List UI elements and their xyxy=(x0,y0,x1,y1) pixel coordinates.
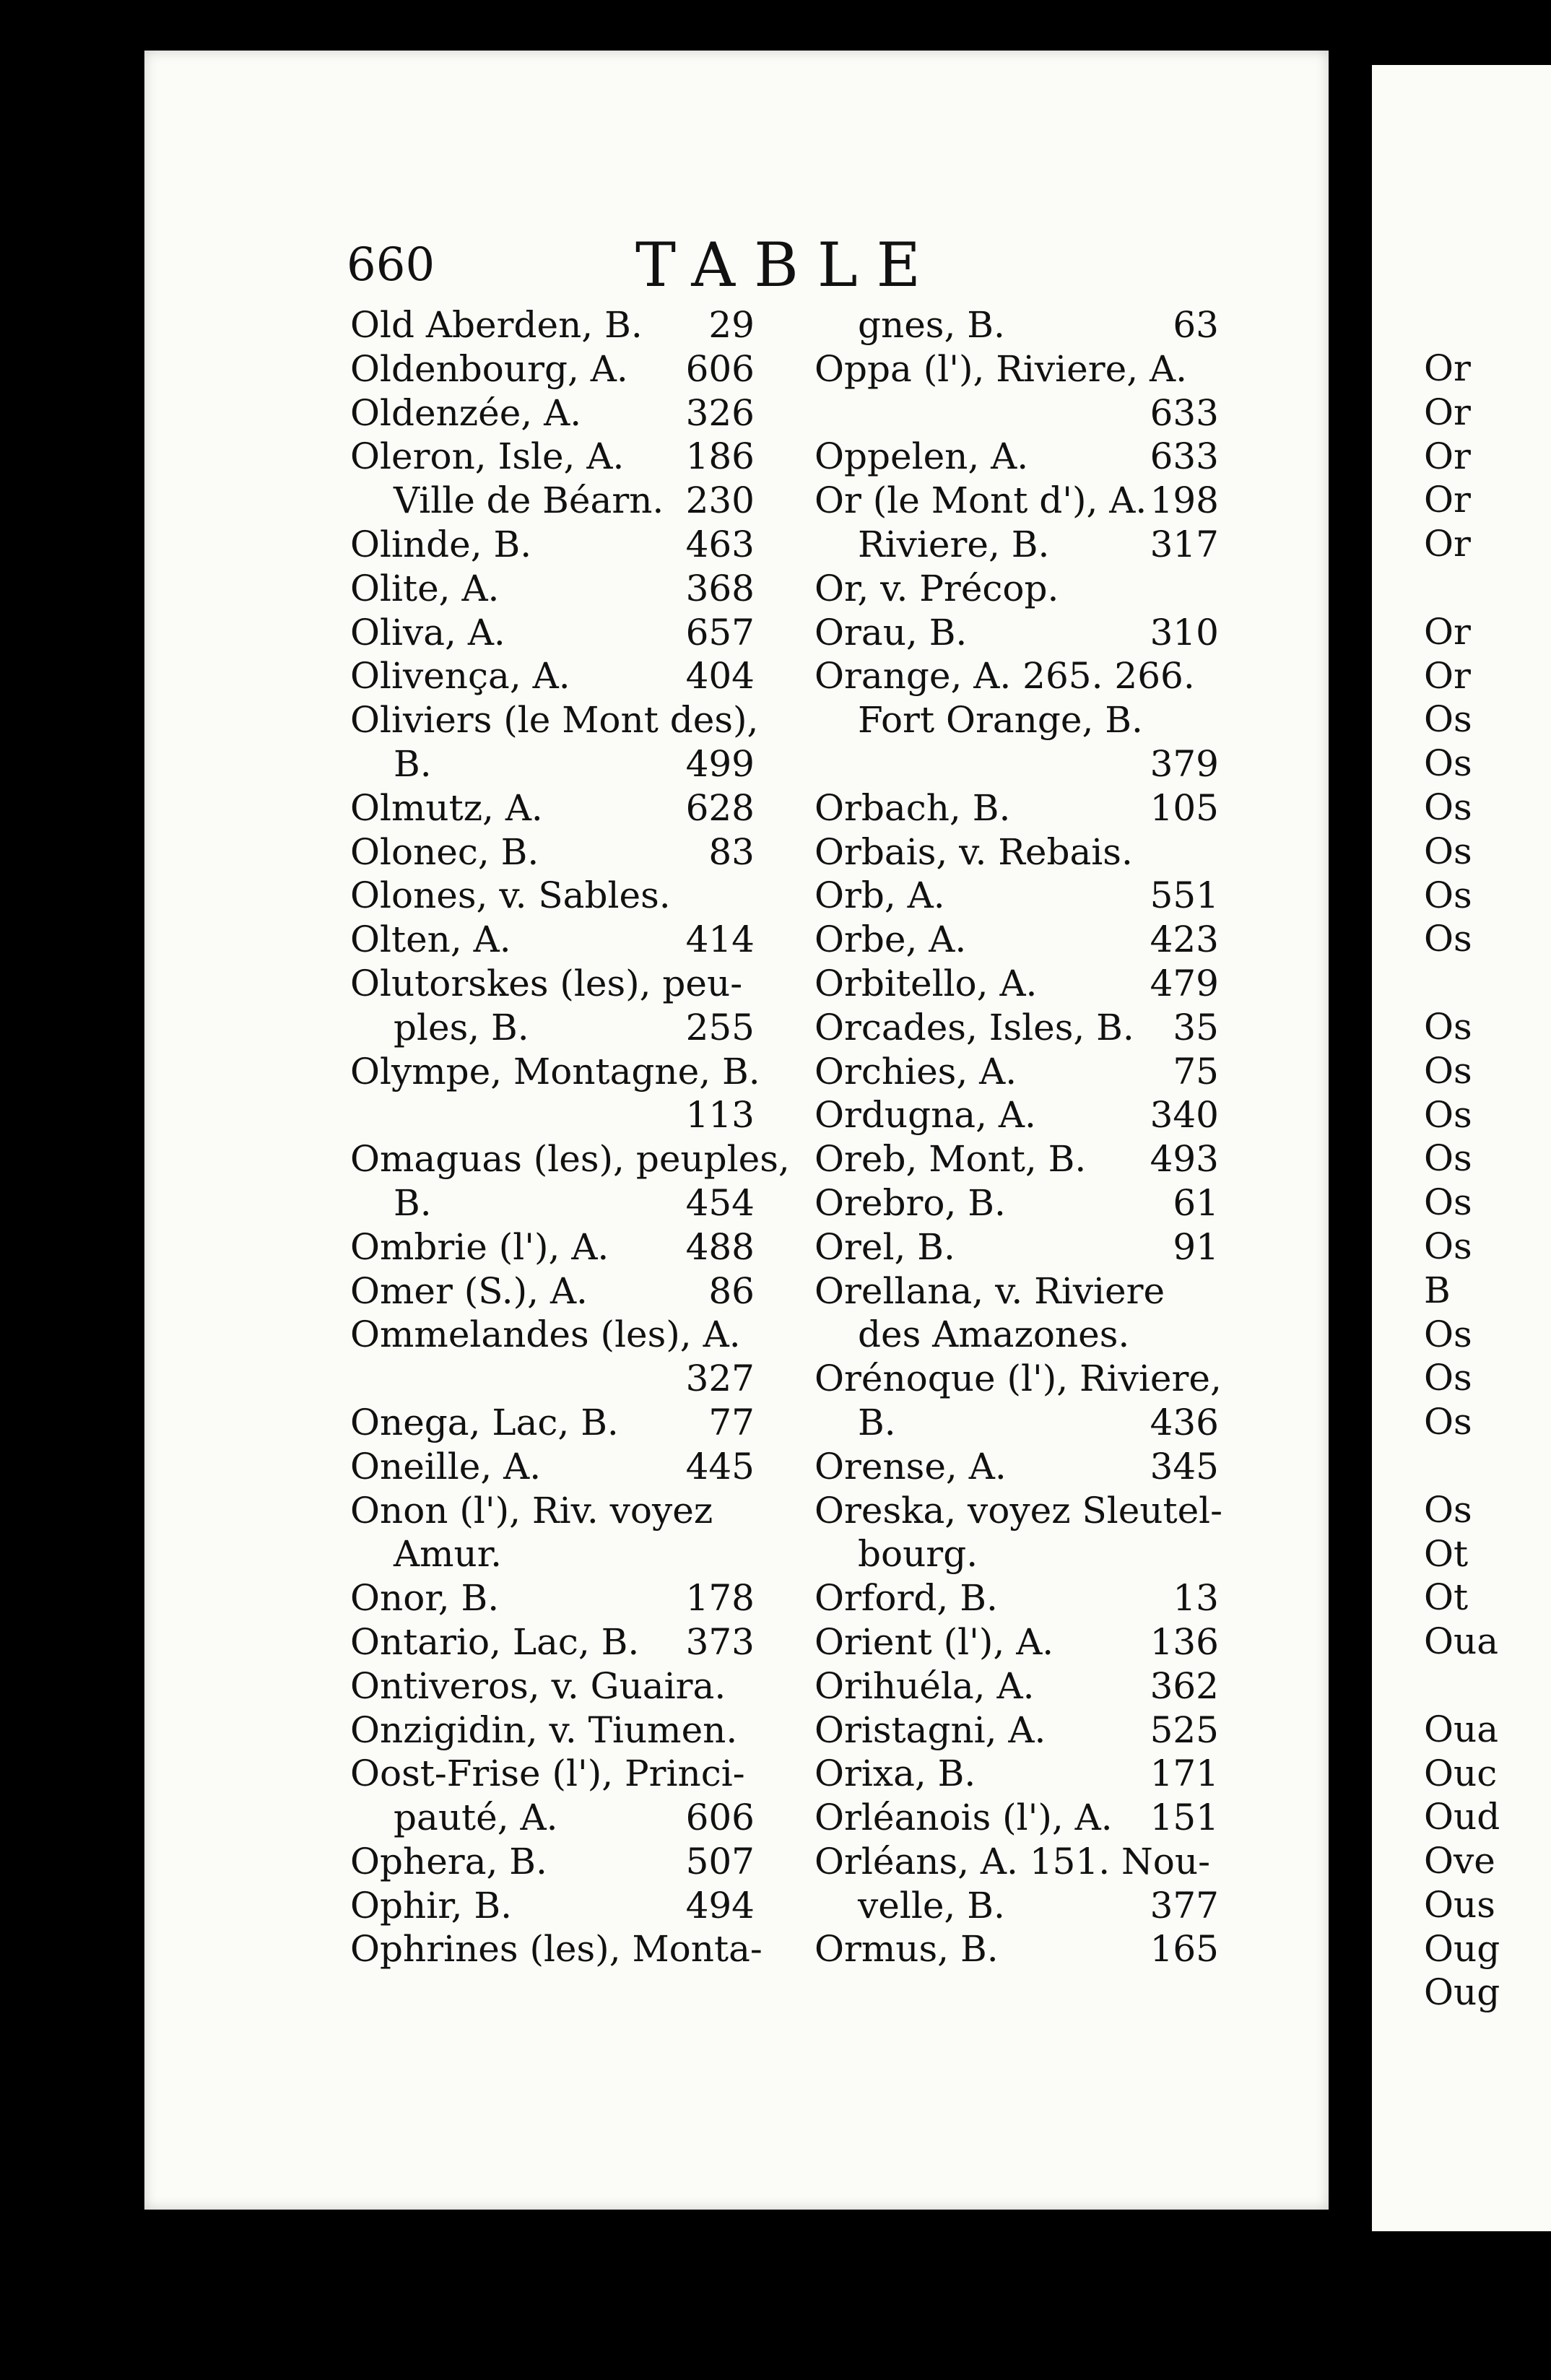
index-entry-text: Onor, B. xyxy=(350,1577,500,1620)
index-fragment: Or xyxy=(1424,435,1471,477)
right-page xyxy=(1372,65,1551,2231)
index-entry-page: 35 xyxy=(1173,1006,1219,1048)
index-fragment: Os xyxy=(1424,1005,1472,1048)
index-entry-page: 525 xyxy=(1150,1708,1219,1751)
index-entry xyxy=(814,1927,1219,1971)
index-entry-text: Ophrines (les), Monta- xyxy=(350,1928,763,1971)
index-entry xyxy=(814,1137,1219,1181)
index-entry-text: des Amazones. xyxy=(858,1313,1130,1356)
index-fragment xyxy=(1424,1664,1500,1708)
index-entry xyxy=(350,479,755,523)
index-entry-text: Ontario, Lac, B. xyxy=(350,1620,640,1663)
index-entry-text: Onon (l'), Riv. voyez xyxy=(350,1489,713,1532)
index-fragment: Os xyxy=(1424,1137,1472,1180)
index-fragment: Os xyxy=(1424,1488,1472,1531)
index-entry-page: 317 xyxy=(1150,523,1219,565)
index-entry xyxy=(814,698,1219,742)
index-entry-text: bourg. xyxy=(858,1533,978,1576)
index-entry xyxy=(350,1050,760,1094)
index-entry-text: Orcades, Isles, B. xyxy=(814,1006,1134,1048)
index-entry-page: 136 xyxy=(1150,1620,1219,1663)
index-entry xyxy=(350,1137,790,1181)
index-entry-page: 628 xyxy=(685,786,755,829)
index-entry-page: 63 xyxy=(1173,304,1219,346)
index-entry-page: 91 xyxy=(1173,1225,1219,1268)
index-entry-text: B. xyxy=(394,742,432,785)
index-entry-text: Or, v. Précop. xyxy=(814,567,1059,609)
index-fragment: Os xyxy=(1424,1225,1472,1267)
index-entry xyxy=(350,1093,755,1137)
index-entry-text: Orixa, B. xyxy=(814,1753,976,1795)
index-entry-text: Orbe, A. xyxy=(814,918,967,961)
index-entry xyxy=(350,391,755,435)
index-entry-text: Or (le Mont d'), A. xyxy=(814,479,1147,522)
index-entry xyxy=(350,654,755,698)
index-entry-page: 29 xyxy=(708,304,755,346)
index-entry-text: Olutorskes (les), peu- xyxy=(350,962,743,1004)
index-entry xyxy=(814,479,1219,523)
index-fragment: Oug xyxy=(1424,1971,1500,2014)
index-entry-text: Omaguas (les), peuples, xyxy=(350,1138,790,1181)
index-entry-text: Orebro, B. xyxy=(814,1181,1006,1224)
index-entry-text: velle, B. xyxy=(858,1884,1005,1927)
index-entry-text: Olones, v. Sables. xyxy=(350,874,671,917)
index-entry-text: Oneille, A. xyxy=(350,1445,542,1488)
index-entry-text: Oppelen, A. xyxy=(814,435,1029,478)
index-entry-page: 198 xyxy=(1150,479,1219,522)
index-entry-text: Ontiveros, v. Guaira. xyxy=(350,1664,726,1707)
index-entry-page: 373 xyxy=(685,1620,755,1663)
index-entry xyxy=(814,1006,1219,1050)
index-entry-page: 494 xyxy=(685,1884,755,1927)
index-entry xyxy=(814,1620,1219,1664)
index-entry xyxy=(350,1840,755,1884)
index-entry xyxy=(814,918,1219,962)
index-entry-text: Ormus, B. xyxy=(814,1928,999,1971)
index-entry xyxy=(814,1752,1219,1796)
index-entry-text: Orellana, v. Riviere xyxy=(814,1269,1165,1312)
index-entry xyxy=(814,1401,1219,1445)
index-entry-page: 77 xyxy=(708,1401,755,1443)
index-entry xyxy=(350,347,755,391)
index-entry xyxy=(350,742,755,786)
index-fragment: Os xyxy=(1424,1181,1472,1224)
index-entry-text: Ommelandes (les), A. xyxy=(350,1313,741,1356)
index-fragment: Os xyxy=(1424,874,1472,916)
index-entry-text: gnes, B. xyxy=(858,304,1005,346)
index-entry-text: Orbitello, A. xyxy=(814,962,1038,1004)
index-fragment: Os xyxy=(1424,1313,1472,1355)
index-entry-page: 310 xyxy=(1150,611,1219,653)
index-entry xyxy=(814,1225,1219,1269)
index-entry-text: Orléans, A. 151. Nou- xyxy=(814,1840,1210,1882)
book-gutter xyxy=(1329,51,1372,2217)
right-page-index-fragments xyxy=(1424,347,1500,2015)
index-entry-text: Oreb, Mont, B. xyxy=(814,1138,1087,1181)
index-entry-page: 404 xyxy=(685,655,755,698)
index-entry-page: 186 xyxy=(685,435,755,478)
index-fragment: Or xyxy=(1424,654,1471,697)
index-entry-page: 445 xyxy=(685,1445,755,1488)
index-fragment: Oug xyxy=(1424,1927,1500,1970)
index-entry-page: 454 xyxy=(685,1181,755,1224)
index-entry-text: Orense, A. xyxy=(814,1445,1007,1488)
index-entry-text: Omer (S.), A. xyxy=(350,1269,588,1312)
index-entry-page: 493 xyxy=(1150,1138,1219,1181)
index-entry xyxy=(814,1708,1219,1753)
index-fragment xyxy=(1424,961,1500,1005)
index-entry xyxy=(350,1489,755,1533)
index-entry-page: 488 xyxy=(685,1225,755,1268)
index-entry xyxy=(350,1884,755,1928)
index-entry-page: 151 xyxy=(1150,1797,1219,1839)
index-entry-page: 423 xyxy=(1150,918,1219,961)
index-entry xyxy=(814,786,1219,830)
index-entry-text: Oleron, Isle, A. xyxy=(350,435,625,478)
index-entry-text: Old Aberden, B. xyxy=(350,304,643,346)
index-entry xyxy=(350,1181,755,1225)
index-column-middle xyxy=(814,303,1223,1971)
index-entry-page: 105 xyxy=(1150,786,1219,829)
index-entry-text: Olten, A. xyxy=(350,918,511,961)
index-entry-text: Ombrie (l'), A. xyxy=(350,1225,609,1268)
index-entry-text: Olmutz, A. xyxy=(350,786,543,829)
index-entry-page: 507 xyxy=(685,1840,755,1882)
index-fragment: Os xyxy=(1424,830,1472,872)
index-entry-page: 86 xyxy=(708,1269,755,1312)
index-entry-text: Oost-Frise (l'), Princi- xyxy=(350,1753,745,1795)
index-entry xyxy=(350,1752,755,1796)
index-entry xyxy=(350,1225,755,1269)
index-entry-text: Oppa (l'), Riviere, A. xyxy=(814,347,1187,390)
index-entry xyxy=(814,1576,1219,1620)
index-entry-page: 606 xyxy=(685,347,755,390)
index-entry xyxy=(814,1796,1219,1840)
index-entry xyxy=(814,567,1219,611)
index-entry-page: 368 xyxy=(685,567,755,609)
index-entry xyxy=(350,1664,755,1708)
index-entry xyxy=(350,567,755,611)
index-fragment: Os xyxy=(1424,786,1472,828)
index-fragment: Oua xyxy=(1424,1620,1499,1663)
index-entry xyxy=(350,918,755,962)
index-fragment: Os xyxy=(1424,742,1472,785)
index-entry-text: Orange, A. 265. 266. xyxy=(814,655,1195,698)
index-fragment: Ot xyxy=(1424,1576,1469,1619)
index-entry xyxy=(814,347,1219,391)
index-fragment: Oud xyxy=(1424,1796,1500,1838)
index-entry-text: B. xyxy=(858,1401,896,1443)
index-entry-text: Riviere, B. xyxy=(858,523,1050,565)
index-entry xyxy=(814,1884,1219,1928)
index-entry-page: 377 xyxy=(1150,1884,1219,1927)
index-entry-page: 633 xyxy=(1150,435,1219,478)
index-entry-text: Ophir, B. xyxy=(350,1884,513,1927)
index-entry-text: Olite, A. xyxy=(350,567,500,609)
index-entry-text: Onzigidin, v. Tiumen. xyxy=(350,1708,738,1751)
index-entry-text: B. xyxy=(394,1181,432,1224)
index-entry-text: Oliva, A. xyxy=(350,611,505,653)
index-entry-page: 171 xyxy=(1150,1753,1219,1795)
index-fragment: Os xyxy=(1424,1357,1472,1399)
index-entry xyxy=(350,1927,763,1971)
index-entry-page: 255 xyxy=(685,1006,755,1048)
index-fragment: Or xyxy=(1424,610,1471,653)
index-entry xyxy=(350,435,755,479)
index-fragment: Ous xyxy=(1424,1883,1495,1926)
page-title: TABLE xyxy=(635,230,939,300)
index-entry-text: Orau, B. xyxy=(814,611,968,653)
index-entry-page: 606 xyxy=(685,1797,755,1839)
index-entry xyxy=(350,786,755,830)
page-number: 660 xyxy=(347,238,435,292)
index-entry xyxy=(350,830,755,874)
index-entry xyxy=(814,1050,1219,1094)
index-entry-page: 463 xyxy=(685,523,755,565)
index-entry-page: 178 xyxy=(685,1577,755,1620)
index-entry-page: 61 xyxy=(1173,1181,1219,1224)
index-entry-text: pauté, A. xyxy=(394,1797,558,1839)
index-entry-page: 379 xyxy=(1150,742,1219,785)
index-entry xyxy=(814,830,1219,874)
index-entry-page: 340 xyxy=(1150,1094,1219,1137)
index-entry-text: Oreska, voyez Sleutel- xyxy=(814,1489,1223,1532)
index-entry xyxy=(350,1532,755,1576)
index-fragment: Or xyxy=(1424,391,1471,433)
index-entry xyxy=(814,1269,1219,1313)
index-entry xyxy=(814,654,1219,698)
index-fragment xyxy=(1424,566,1500,610)
index-entry-page: 551 xyxy=(1150,874,1219,917)
index-entry-page: 479 xyxy=(1150,962,1219,1004)
index-entry xyxy=(350,1357,755,1401)
index-entry xyxy=(814,391,1219,435)
index-entry xyxy=(814,523,1219,567)
index-entry-page: 436 xyxy=(1150,1401,1219,1443)
index-entry-page: 327 xyxy=(685,1358,755,1400)
index-entry-text: Olivença, A. xyxy=(350,655,570,698)
index-entry-text: Oldenzée, A. xyxy=(350,391,582,434)
index-entry-page: 362 xyxy=(1150,1664,1219,1707)
index-entry-text: ples, B. xyxy=(394,1006,529,1048)
index-entry-page: 633 xyxy=(1150,391,1219,434)
index-entry-page: 657 xyxy=(685,611,755,653)
index-entry xyxy=(350,1576,755,1620)
index-entry-text: Orient (l'), A. xyxy=(814,1620,1054,1663)
index-entry-text: Orchies, A. xyxy=(814,1050,1017,1093)
index-entry-page: 345 xyxy=(1150,1445,1219,1488)
index-entry xyxy=(814,1357,1222,1401)
index-fragment: B xyxy=(1424,1269,1451,1311)
index-entry xyxy=(814,1532,1219,1576)
index-entry xyxy=(814,435,1219,479)
index-entry xyxy=(814,874,1219,918)
index-entry-text: Ville de Béarn. xyxy=(394,479,664,522)
index-entry xyxy=(350,303,755,347)
index-entry xyxy=(350,1445,755,1489)
index-entry-page: 83 xyxy=(708,830,755,873)
index-fragment: Ot xyxy=(1424,1532,1469,1575)
index-entry xyxy=(350,523,755,567)
index-entry xyxy=(814,742,1219,786)
index-entry xyxy=(350,1269,755,1313)
index-entry xyxy=(814,1840,1219,1884)
index-fragment: Os xyxy=(1424,918,1472,960)
index-entry-page: 499 xyxy=(685,742,755,785)
index-entry-page: 113 xyxy=(685,1094,755,1137)
index-entry-text: Ophera, B. xyxy=(350,1840,547,1882)
index-entry-page: 326 xyxy=(685,391,755,434)
index-entry-text: Onega, Lac, B. xyxy=(350,1401,619,1443)
index-fragment: Ove xyxy=(1424,1840,1495,1882)
index-fragment: Or xyxy=(1424,523,1471,565)
index-fragment: Os xyxy=(1424,1401,1472,1443)
index-entry xyxy=(814,1445,1219,1489)
index-entry-text: Orb, A. xyxy=(814,874,945,917)
index-entry xyxy=(350,962,755,1006)
index-entry-text: Orbais, v. Rebais. xyxy=(814,830,1133,873)
index-fragment: Oua xyxy=(1424,1708,1499,1750)
index-entry-text: Oldenbourg, A. xyxy=(350,347,628,390)
index-entry-text: Orléanois (l'), A. xyxy=(814,1797,1113,1839)
index-entry-text: Oristagni, A. xyxy=(814,1708,1046,1751)
index-entry xyxy=(350,1006,755,1050)
index-entry-text: Olympe, Montagne, B. xyxy=(350,1050,760,1093)
index-entry-page: 230 xyxy=(685,479,755,522)
index-entry-text: Oliviers (le Mont des), xyxy=(350,699,759,742)
index-entry-text: Olinde, B. xyxy=(350,523,532,565)
index-entry xyxy=(350,1708,755,1753)
index-entry xyxy=(814,962,1219,1006)
index-entry xyxy=(350,611,755,655)
index-entry-page: 13 xyxy=(1173,1577,1219,1620)
index-entry-text: Orénoque (l'), Riviere, xyxy=(814,1358,1222,1400)
index-entry-page: 165 xyxy=(1150,1928,1219,1971)
index-entry xyxy=(814,1664,1219,1708)
index-fragment: Or xyxy=(1424,347,1471,389)
index-fragment: Or xyxy=(1424,479,1471,521)
index-fragment: Ouc xyxy=(1424,1752,1498,1794)
index-entry-text: Orel, B. xyxy=(814,1225,955,1268)
index-entry xyxy=(814,1313,1219,1357)
index-entry-text: Orbach, B. xyxy=(814,786,1011,829)
index-entry-text: Orihuéla, A. xyxy=(814,1664,1035,1707)
index-entry-page: 75 xyxy=(1173,1050,1219,1093)
index-entry-page: 414 xyxy=(685,918,755,961)
index-entry xyxy=(350,1401,755,1445)
index-entry xyxy=(814,1093,1219,1137)
index-entry xyxy=(814,611,1219,655)
index-entry xyxy=(350,1313,755,1357)
index-entry xyxy=(350,874,755,918)
index-fragment xyxy=(1424,1444,1500,1488)
index-entry-text: Fort Orange, B. xyxy=(858,699,1143,742)
index-entry xyxy=(814,1489,1223,1533)
index-entry xyxy=(814,1181,1219,1225)
index-entry xyxy=(814,303,1219,347)
index-entry-text: Olonec, B. xyxy=(350,830,539,873)
index-entry-text: Ordugna, A. xyxy=(814,1094,1036,1137)
index-entry-text: Orford, B. xyxy=(814,1577,998,1620)
index-entry xyxy=(350,1620,755,1664)
index-entry xyxy=(350,698,759,742)
index-column-left xyxy=(350,303,790,1971)
index-entry xyxy=(350,1796,755,1840)
index-fragment: Os xyxy=(1424,1049,1472,1092)
index-entry-text: Amur. xyxy=(394,1533,503,1576)
index-fragment: Os xyxy=(1424,1093,1472,1136)
index-fragment: Os xyxy=(1424,698,1472,741)
